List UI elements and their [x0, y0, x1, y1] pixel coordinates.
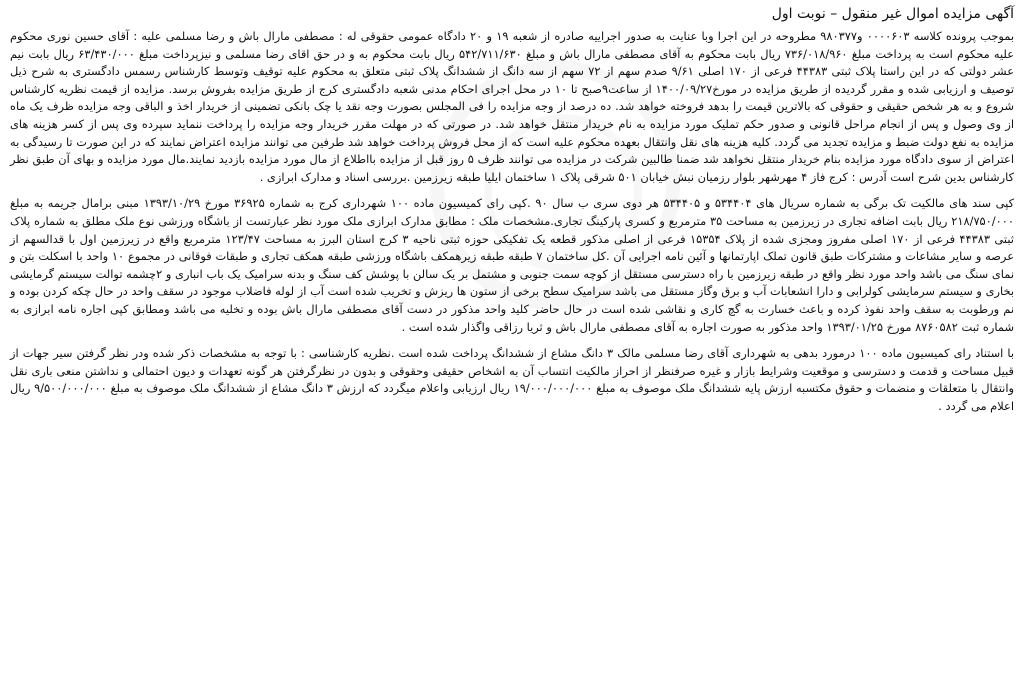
notice-paragraph-property-description: کپی سند های مالکیت تک برگی به شماره سریال های ۵۳۴۴۰۴ و ۵۳۴۴۰۵ هر دوی سری ب سال ۹۰ .کپی رای کمیسیون ماده ۱۰۰ شهرداری کرج به شماره ۳۶۹۲۵ مورخ ۱۳۹۳/۱۰/۲۹ مبنی برامال جریمه به مبلغ ۲۱۸/۷۵۰/۰۰۰ ریال بابت اضافه تجاری در زیرزمین به مساحت ۳۵ مترمربع و کسری پارکینگ تجاری.مشخصات ملک : مطابق مدارک ابرازی ملک مورد نظر عبارتست از باشگاه ورزشی نوع ملک مطلق به شماره پلاک ثبتی ۴۴۳۸۳ فرعی از ۱۷۰ اصلی مفروز ومجزی شده از پلاک ۱۵۳۵۴ فرعی از اصلی مذکور قطعه یک تفکیکی حوزه ثبتی ناحیه ۳ کرج استان البرز به مساحت ۱۲۳/۴۷ مترمربع واقع در زیرزمین اول با قدالسهم از عرصه و سایر مشاعات و مشترکات طبق قانون تملک اپارتمانها و آئین نامه اجرایی آن .کل ساختمان ۷ طبقه طبقه زیرهمکف باشگاه ورزشی طبقه همکف تجاری و طبقات فوقانی در مجموع ۱۰ واحد با اسکلت بتن و نمای سنگ می باشد واحد مورد نظر واقع در طبقه زیرزمین با راه دسترسی مستقل از کوچه سمت جنوبی و مشتمل بر یک سالن با پوشش کف سنگ و بدنه سرامیک یک باب انباری و ۲چشمه توالت سیستم گرمایشی بخاری و سیستم سرمایشی کولرابی و دارا انشعابات آب و برق وگاز مستقل می باشد سرامیک سطح برخی از ستون ها ریزش و تخریب شده است آب از لوله فاضلاب موجود در سقف واحد در حال چکه کردن بوده و نم ورطوبت به سقف واحد نفوذ کرده و باعث خسارت به گچ کاری و نقاشی شده است در حال حاضر کلید واحد مذکور در دست آقای مصطفی مارال باش بوده و تخلیه می باشد ومطابق کپی اجاره نامه ابرازی به شماره ثبت ۸۷۶۰۵۸۲ مورخ ۱۳۹۳/۰۱/۲۵ واحد مذکور به صورت اجاره به آقای مصطفی مارال باش و ثریا رزاقی واگذار شده است .	[10, 196, 1014, 334]
notice-paragraph-expert-valuation: با استناد رای کمیسیون ماده ۱۰۰ درمورد بدهی به شهرداری آقای رضا مسلمی مالک ۳ دانگ مشاع از ششدانگ پرداخت شده است .نظریه کارشناسی : با توجه به مشخصات ذکر شده ودر نظر گرفتن سیر جهات از قبیل مساحت و قدمت و دسترسی و موقعیت وشرایط بازار و غیره صرفنظر از احراز مالکیت انتساب آن به اشخاص حقیقی وحقوقی و بدون در نظرگرفتن هر گونه تعهدات و دیون احتمالی و نداشتن منعی باری نقل وانتقال با متعلقات و منضمات و حقوق مکتسبه ارزش پایه ششدانگ ملک موصوف به مبلغ ۱۹/۰۰۰/۰۰۰/۰۰۰ ریال ارزیابی واعلام میگردد که ارزش ۳ دانگ مشاع از ششدانگ ملک موصوف به مبلغ ۹/۵۰۰/۰۰۰/۰۰۰ ریال اعلام می گردد .	[10, 346, 1014, 413]
notice-title: آگهی مزایده اموال غیر منقول – نوبت اول	[771, 6, 1014, 22]
notice-paragraph-case-details: بموجب پرونده کلاسه ۰۰۰۰۶۰۳ و۹۸۰۳۷۷ مطروحه در این اجرا وبا عنایت به صدور اجراییه صادره از شعبه ۱۹ و ۲۰ دادگاه عمومی حقوقی له : مصطفی مارال باش و رضا مسلمی علیه : آقای حسین نوری محکوم علیه محکوم است به پرداخت مبلغ ۷۳۶/۰۱۸/۹۶۰ ریال بابت محکوم به آقای مصطفی مارال باش و مبلغ ۵۴۲/۷۱۱/۶۳۰ ریال بابت محکوم به و در حق اقای رضا مسلمی و نیزپرداخت مبلغ ۶۳/۴۳۰/۰۰۰ ریال بابت نیم عشر دولتی که در این راستا پلاک ثبتی ۴۴۳۸۳ فرعی از ۱۷۰ اصلی ۹/۶۱ صدم سهم از ۷۲ سهم از سه دانگ از ششدانگ پلاک ثبتی متعلق به محکوم علیه توقیف وتوسط کارشناس رسمس دادگستری به شرح ذیل توصیف و ارزیابی شده و مقرر گردیده از طریق مزایده در مورخ۱۴۰۰/۰۹/۲۷ از ساعت۹صبح تا ۱۰ در محل اجرای احکام مدنی شعبه دادگستری کرج از طریق مزایده بفروش برسد. مزایده از قیمت نظریه کارشناس شروع و به هر شخص حقیقی و حقوقی که بالاترین قیمت را بدهد فروخته خواهد شد. ده درصد از وجه مزایده را فی المجلس بصورت وجه نقد یا چک بانکی تضمینی از خریدار اخذ و الباقی وجه مزایده ظرف یک ماه از وی وصول و پس از انجام مراحل قانونی و صدور حکم تملیک مورد مزایده به نام خریدار منتقل خواهد شد. در صورتی که در مهلت مقرر خریدار وجه مزایده را پرداخت ننماید سپرده وی پس از کسر هزینه های مزایده به نفع دولت ضبط و مزایده تجدید می گردد. کلیه هزینه های نقل وانتقال بعهده محکوم علیه است که از محل فروش پرداخت خواهد شد طرفین می توانند مزایده اعتراض نمایند که در این صورت تا رسیدگی به اعتراض از سوی دادگاه مورد مزایده بنام خریدار منتقل نخواهد شد ضمنا طالبین شرکت در مزایده می توانند ظرف ۵ روز قبل از مزایده بااطلاع از مال مورد مزایده بازدید نمایند.مال مورد مزایده و بهای آن طبق نظر کارشناس بدین شرح است آدرس : کرج فاز ۴ مهرشهر بلوار رزمیان نبش خیابان ۵۰۱ شرقی پلاک ۱ ساختمان ایلیا طبقه زیرزمین .بررسی اسناد و مدارک ابرازی .	[10, 29, 1015, 184]
